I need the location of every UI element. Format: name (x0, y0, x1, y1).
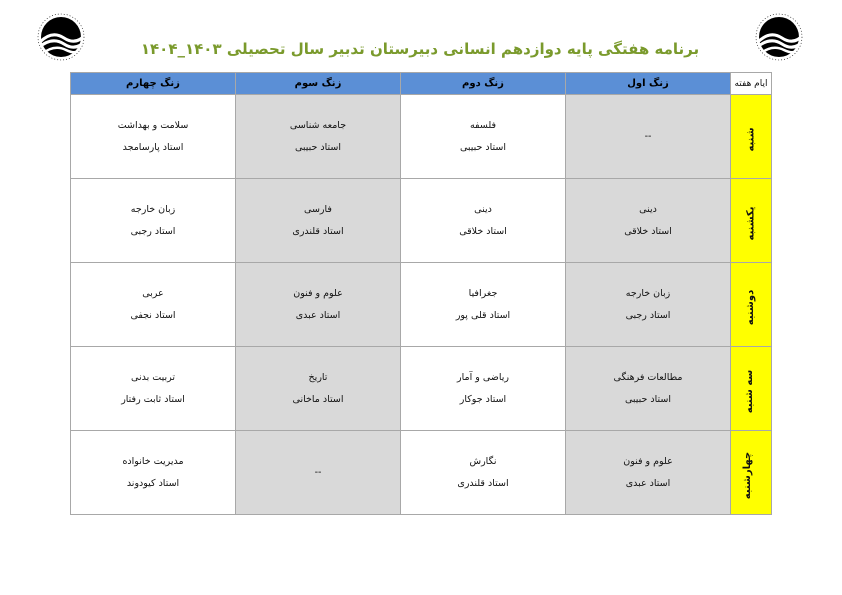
schedule-cell (401, 95, 566, 179)
teacher-text: استاد ثابت رفتار (121, 393, 185, 405)
subject-text: تاریخ (308, 371, 328, 383)
teacher-text: استاد قلی پور (455, 309, 511, 321)
teacher-text: استاد حبیبی (294, 141, 341, 153)
teacher-text: استاد کیودوند (126, 477, 180, 489)
schedule-cell (236, 431, 401, 515)
schedule-cell (71, 431, 236, 515)
corner-header: ایام هفته (731, 73, 772, 95)
schedule-cell (401, 263, 566, 347)
day-label: یکشنبه (731, 179, 772, 263)
table-row (71, 179, 772, 263)
schedule-cell (71, 263, 236, 347)
column-header: زنگ سوم (236, 73, 401, 95)
schedule-cell (566, 347, 731, 431)
subject-text: مدیریت خانواده (122, 455, 184, 467)
school-logo-icon (752, 12, 806, 62)
schedule-cell (236, 179, 401, 263)
subject-text: ریاضی و آمار (457, 371, 509, 383)
schedule-cell (566, 95, 731, 179)
schedule-cell (401, 179, 566, 263)
subject-text: زبان خارجه (625, 287, 671, 299)
teacher-text: استاد قلندری (457, 477, 509, 489)
subject-text: -- (314, 466, 322, 478)
day-label: دوشنبه (731, 263, 772, 347)
subject-text: -- (644, 130, 652, 142)
schedule-cell (566, 431, 731, 515)
teacher-text: استاد حبیبی (624, 393, 671, 405)
teacher-text: استاد ماخانی (292, 393, 344, 405)
teacher-text: استاد عبدی (295, 309, 341, 321)
teacher-text: استاد قلندری (292, 225, 344, 237)
schedule-cell (236, 263, 401, 347)
subject-text: مطالعات فرهنگی (613, 371, 683, 383)
day-label: سه شنبه (731, 347, 772, 431)
school-logo-icon (34, 12, 88, 62)
schedule-cell (566, 179, 731, 263)
subject-text: جامعه شناسی (289, 119, 347, 131)
subject-text: فارسی (304, 203, 332, 215)
schedule-cell (566, 263, 731, 347)
table-header-row (71, 73, 772, 95)
subject-text: علوم و فنون (623, 455, 673, 467)
subject-text: دینی (639, 203, 657, 215)
schedule-cell (71, 347, 236, 431)
teacher-text: استاد جوکار (459, 393, 507, 405)
subject-text: زبان خارجه (130, 203, 176, 215)
column-header: زنگ دوم (401, 73, 566, 95)
teacher-text: استاد عبدی (625, 477, 671, 489)
teacher-text: استاد خلاقی (459, 225, 507, 237)
schedule-cell (236, 95, 401, 179)
subject-text: علوم و فنون (293, 287, 343, 299)
schedule-cell (401, 347, 566, 431)
column-header: زنگ چهارم (71, 73, 236, 95)
schedule-cell (71, 179, 236, 263)
page-title: برنامه هفتگی پایه دوازدهم انسانی دبیرستان تدبیر سال تحصیلی ۱۴۰۳_۱۴۰۴ (140, 40, 700, 58)
subject-text: تربیت بدنی (131, 371, 175, 383)
day-label: شنبه (731, 95, 772, 179)
subject-text: سلامت و بهداشت (117, 119, 189, 131)
teacher-text: استاد رجبی (130, 225, 176, 237)
teacher-text: استاد رجبی (625, 309, 671, 321)
subject-text: فلسفه (469, 119, 497, 131)
table-row (71, 347, 772, 431)
subject-text: جغرافیا (468, 287, 498, 299)
schedule-cell (236, 347, 401, 431)
table-row (71, 263, 772, 347)
table-row (71, 95, 772, 179)
subject-text: نگارش (469, 455, 497, 467)
table-row (71, 431, 772, 515)
subject-text: عربی (142, 287, 164, 299)
schedule-table (70, 72, 772, 515)
schedule-cell (401, 431, 566, 515)
schedule-cell (71, 95, 236, 179)
teacher-text: استاد خلاقی (624, 225, 672, 237)
teacher-text: استاد پارسامجد (122, 141, 184, 153)
subject-text: دینی (474, 203, 492, 215)
day-label: چهارشنبه (731, 431, 772, 515)
column-header: زنگ اول (566, 73, 731, 95)
teacher-text: استاد حبیبی (459, 141, 506, 153)
teacher-text: استاد نجفی (130, 309, 176, 321)
